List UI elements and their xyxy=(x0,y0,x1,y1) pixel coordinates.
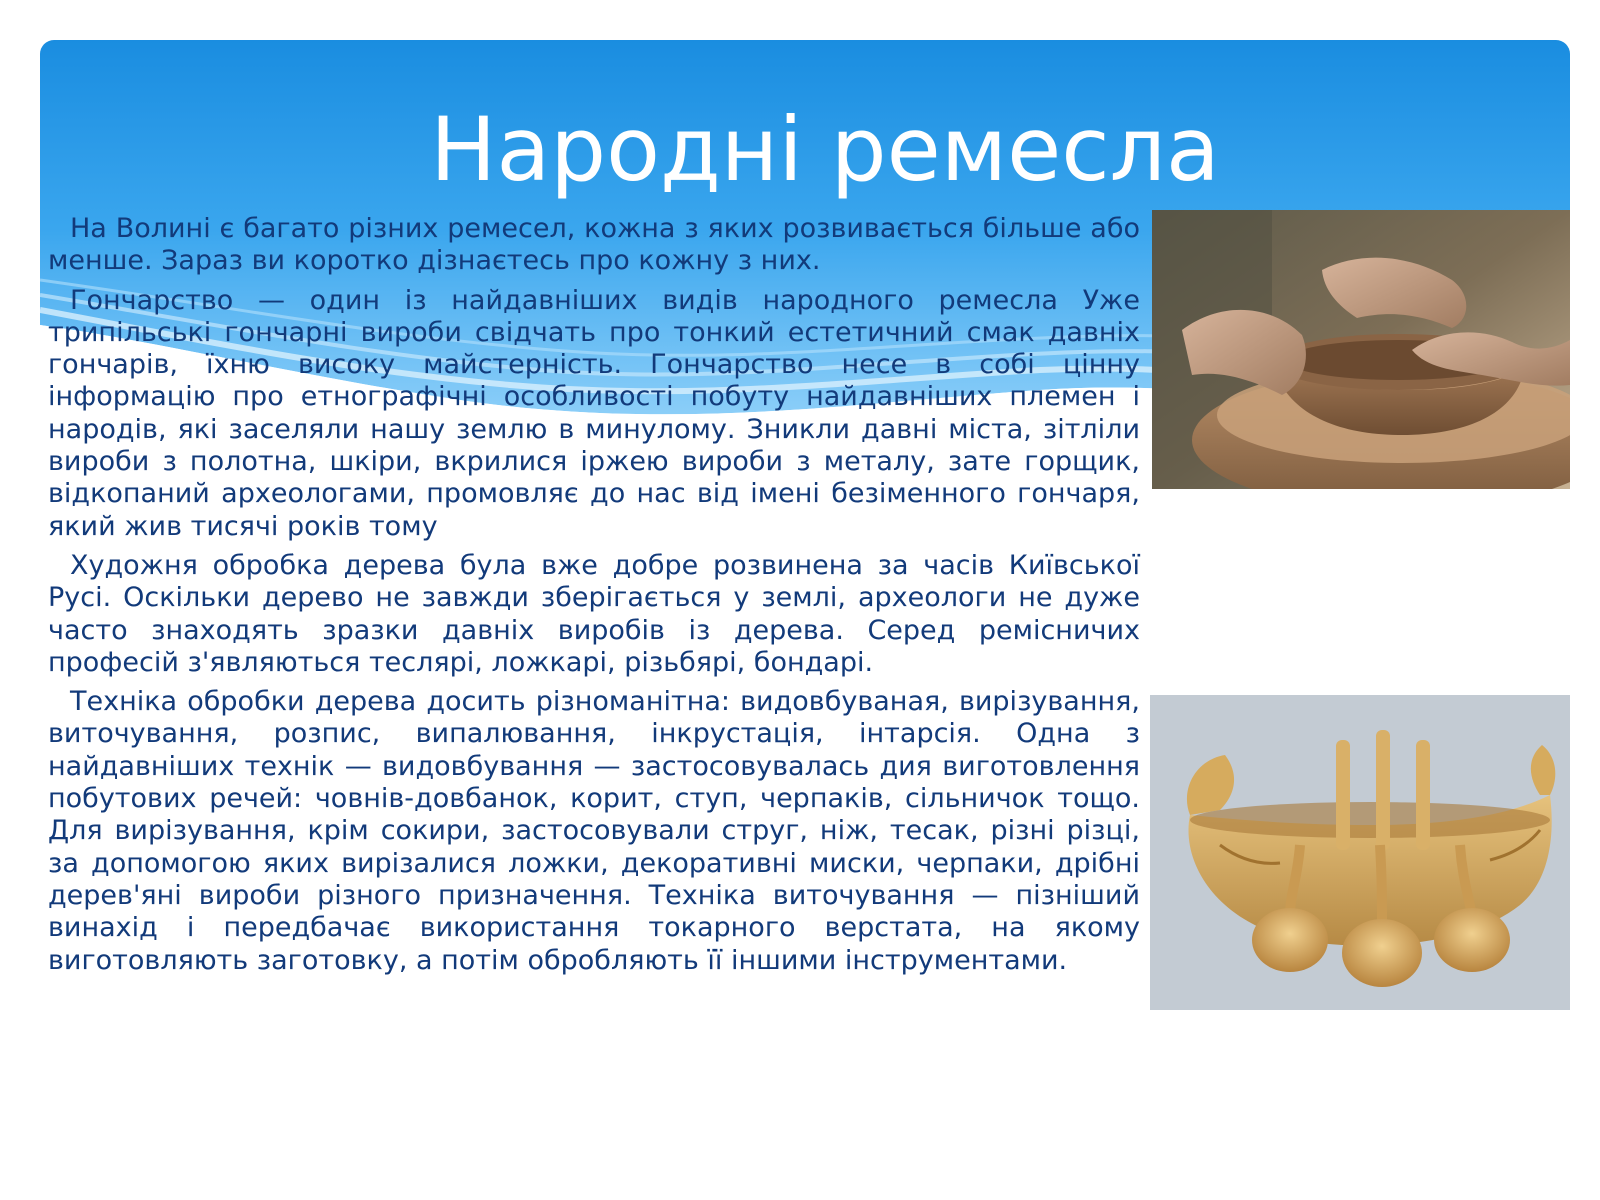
paragraph-pottery: Гончарство — один із найдавніших видів народного ремесла Уже трипільські гончарні вироби свідчать про тонкий естетичний смак давніх гончарів, їхню високу майстерність. Гончарство несе в собі цінну інформацію про етнографічні особливості побуту найдавніших племен і народів, які заселяли нашу землю в минулому. Зникли давні міста, зітліли вироби з полотна, шкіри, вкрилися іржею вироби з металу, зате горщик, відкопаний археологами, промовляє до нас від імені безіменного гончаря, який жив тисячі років тому xyxy=(48,284,1140,542)
paragraph-wood-techniques: Техніка обробки дерева досить різноманітна: видовбуваная, вирізування, виточування, розпис, випалювання, інкрустація, інтарсія. Одна з найдавніших технік — видовбування — застосовувалась дия виготовлення побутових речей: човнів-довбанок, корит, ступ, черпаків, сільничок тощо. Для вирізування, крім сокири, застосовували струг, ніж, тесак, різні різці, за допомогою яких вирізалися ложки, декоративні миски, черпаки, дрібні дерев'яні вироби різного призначення. Техніка виточування — пізніший винахід і передбачає використання токарного верстата, на якому виготовляють заготовку, а потім обробляють її іншими інструментами. xyxy=(48,686,1140,976)
pottery-illustration xyxy=(1152,210,1570,489)
wooden-spoons-photo xyxy=(1150,695,1570,1010)
paragraph-woodcraft: Художня обробка дерева була вже добре розвинена за часів Київської Русі. Оскільки дерево не завжди зберігається у землі, археологи не дуже часто знаходять зразки давніх виробів із дерева. Серед ремісничих професій з'являються теслярі, ложкарі, різьбярі, бондарі. xyxy=(48,549,1140,678)
paragraph-intro: На Волині є багато різних ремесел, кожна з яких розвивається більше або менше. Зараз ви коротко дізнаєтесь про кожну з них. xyxy=(48,213,1140,277)
spoons-illustration xyxy=(1150,695,1570,1010)
pottery-photo xyxy=(1152,210,1570,489)
slide-body xyxy=(48,213,1140,984)
slide-title: Народні ремесла xyxy=(430,98,1220,201)
